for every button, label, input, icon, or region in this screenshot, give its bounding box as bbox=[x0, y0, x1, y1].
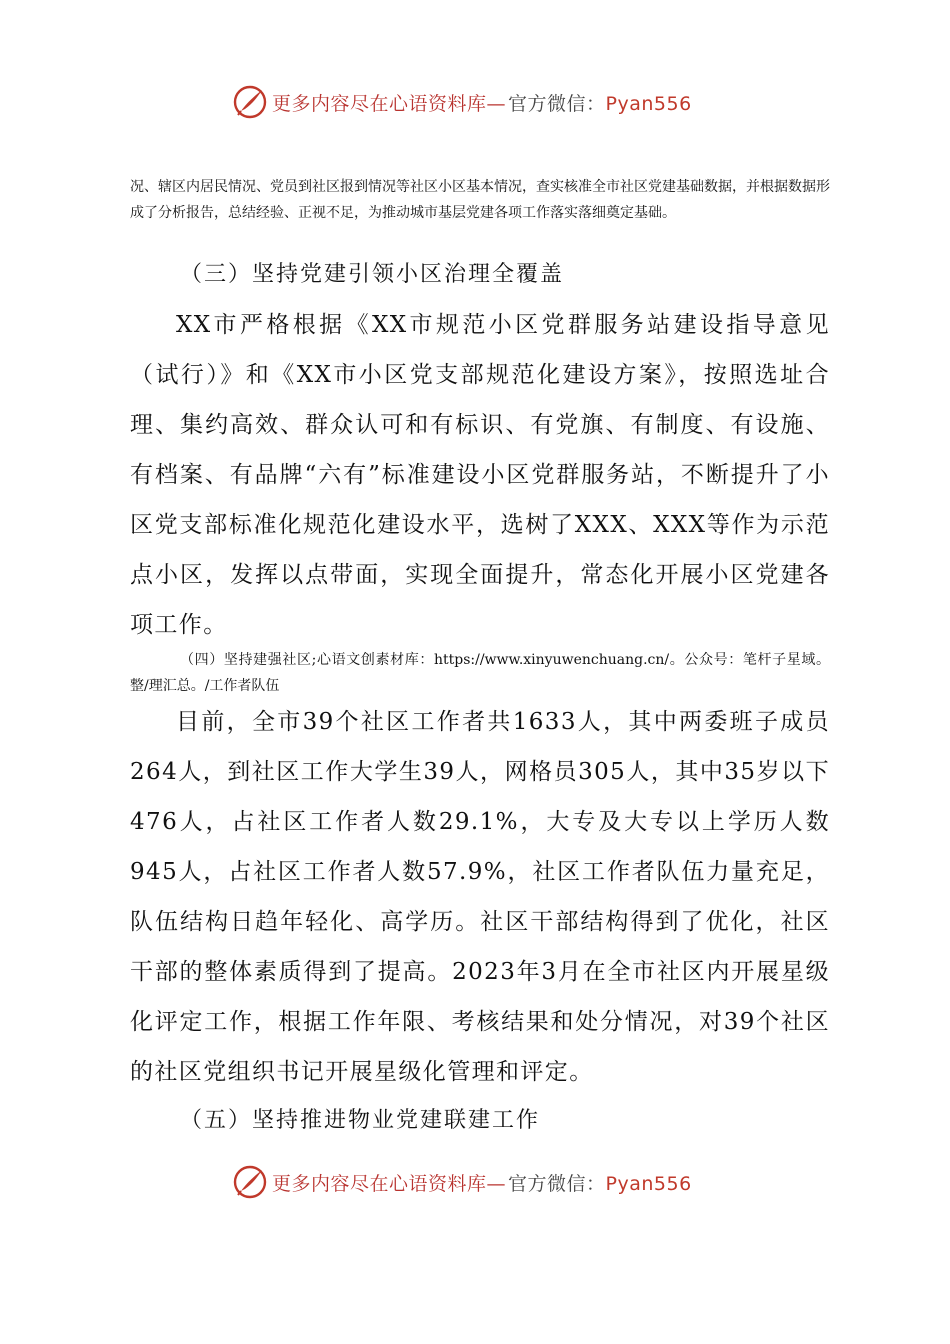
watermark-text: 更多内容尽在心语资料库— 官方微信：Pyan556 bbox=[272, 1172, 692, 1195]
section-heading-3: （三）坚持党建引领小区治理全覆盖 bbox=[180, 262, 565, 287]
paragraph-intro: 况、辖区内居民情况、党员到社区报到情况等社区小区基本情况，查实核准全市社区党建基础数据，并根据数据形成了分析报告，总结经验、正视不足，为推动城市基层党建各项工作落实落细奠定基础。 bbox=[130, 179, 830, 221]
watermark-text: 更多内容尽在心语资料库— 官方微信：Pyan556 bbox=[272, 92, 692, 115]
section-heading-4: （四）坚持建强社区;心语文创素材库：https://www.xinyuwenchuang.cn/。公众号：笔杆子星域。整/理汇总。/工作者队伍 bbox=[130, 652, 830, 694]
paragraph-3: XX市严格根据《XX市规范小区党群服务站建设指导意见（试行）》和《XX市小区党支部规范化建设方案》，按照选址合理、集约高效、群众认可和有标识、有党旗、有制度、有设施、有档案、有品牌“六有”标准建设小区党群服务站，不断提升了小区党支部标准化规范化建设水平，选树了XXX、XXX等作为示范点小区，发挥以点带面，实现全面提升，常态化开展小区党建各项工作。 bbox=[130, 312, 830, 638]
paragraph-4: 目前，全市39个社区工作者共1633人，其中两委班子成员264人，到社区工作大学生39人，网格员305人，其中35岁以下476人，占社区工作者人数29.1%，大专及大专以上学历人数945人，占社区工作者人数57.9%，社区工作者队伍力量充足，队伍结构日趋年轻化、高学历。社区干部结构得到了优化，社区干部的整体素质得到了提高。2023年3月在全市社区内开展星级化评定工作，根据工作年限、考核结果和处分情况，对39个社区的社区党组织书记开展星级化管理和评定。 bbox=[130, 709, 830, 1085]
watermark-banner-bottom bbox=[232, 1162, 692, 1202]
quill-pen-logo-icon bbox=[232, 1164, 268, 1200]
quill-pen-logo-icon bbox=[232, 84, 268, 120]
section-heading-5: （五）坚持推进物业党建联建工作 bbox=[180, 1108, 541, 1133]
watermark-banner-top bbox=[232, 82, 692, 122]
